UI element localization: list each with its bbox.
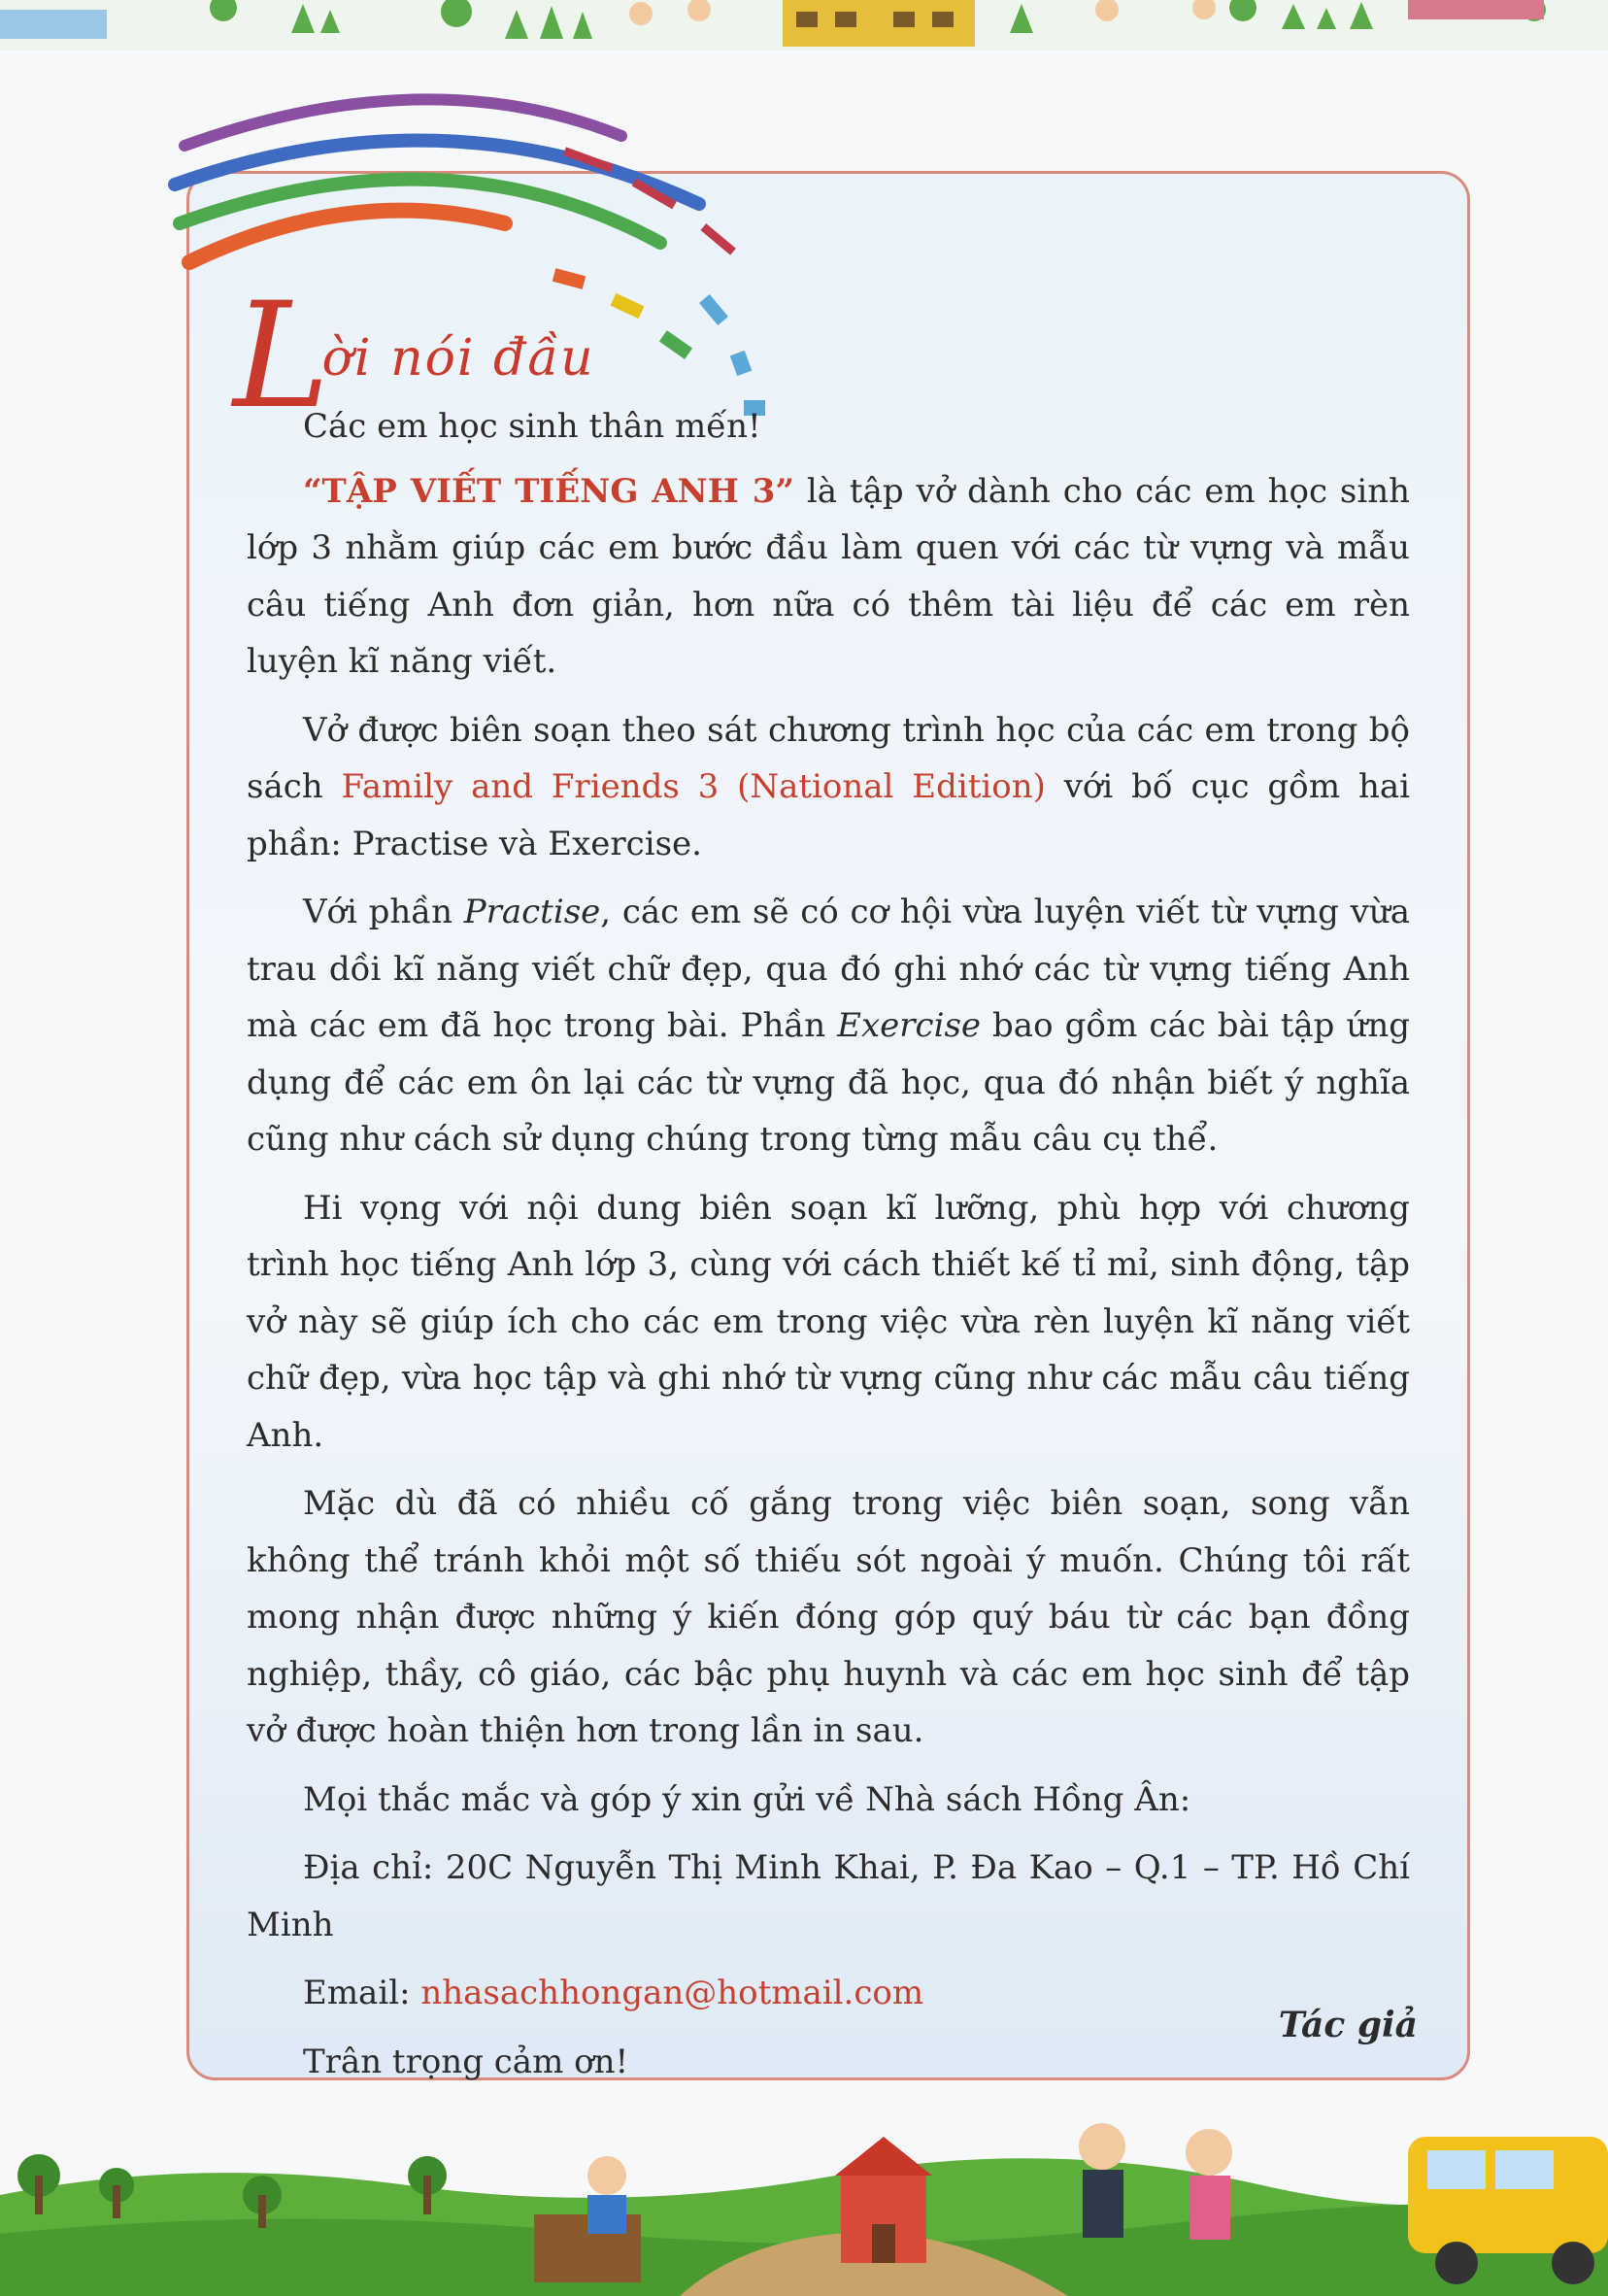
paragraph-1: [247, 463, 1410, 691]
paragraph-5: Mặc dù đã có nhiều cố gắng trong việc biên soạn, song vẫn không thể tránh khỏi một số thiếu sót ngoài ý muốn. Chúng tôi rất mong nhận được những ý kiến đóng góp quý báu từ các bạn đồng nghiệp, thầy, cô giáo, các bậc phụ huynh và các em học sinh để tập vở được hoàn thiện hơn trong lần in sau.: [247, 1484, 1410, 1750]
paragraph-1-text: là tập vở dành cho các em học sinh lớp 3 nhằm giúp các em bước đầu làm quen với các từ vựng và mẫu câu tiếng Anh đơn giản, hơn nữa có thêm tài liệu để các em rèn luyện kĩ năng viết.: [247, 471, 1410, 681]
paragraph-4: Hi vọng với nội dung biên soạn kĩ lưỡng, phù hợp với chương trình học tiếng Anh lớp 3, cùng với cách thiết kế tỉ mỉ, sinh động, tập vở này sẽ giúp ích cho các em trong việc vừa rèn luyện kĩ năng viết chữ đẹp, vừa học tập và ghi nhớ từ vựng cũng như các mẫu câu tiếng Anh.: [247, 1188, 1410, 1455]
paragraph-3-a: Với phần: [303, 893, 464, 931]
greeting: Các em học sinh thân mến!: [303, 407, 761, 446]
title-rest: ời nói đầu: [321, 329, 595, 388]
paragraph-2-after: với bố cục gồm hai phần: Practise và Exercise.: [247, 767, 1410, 863]
practise-term: Practise: [463, 893, 601, 931]
paragraph-2: [247, 702, 1410, 873]
book-title: “TẬP VIẾT TIẾNG ANH 3”: [303, 471, 794, 511]
contact-address: Địa chỉ: 20C Nguyễn Thị Minh Khai, P. Đa Kao – Q.1 – TP. Hồ Chí Minh: [247, 1848, 1410, 1944]
paragraph-3: [247, 884, 1410, 1168]
contact-intro: Mọi thắc mắc và góp ý xin gửi về Nhà sách Hồng Ân:: [303, 1779, 1191, 1819]
title-initial: L: [233, 272, 332, 441]
top-illustration: [0, 0, 1608, 51]
email-link[interactable]: nhasachhongan@hotmail.com: [420, 1974, 924, 2012]
bottom-illustration: [0, 2117, 1608, 2296]
email-label: Email:: [303, 1974, 421, 2012]
exercise-term: Exercise: [837, 1006, 982, 1045]
top-decorative-strip: [0, 0, 1608, 51]
paragraph-3-b: , các em sẽ có cơ hội vừa luyện viết từ vựng vừa trau dồi kĩ năng viết chữ đẹp, qua đó ghi nhớ các từ vựng tiếng Anh mà các em đã học trong bài. Phần: [247, 893, 1410, 1045]
series-name: Family and Friends 3 (National Edition): [341, 767, 1046, 806]
signature: Tác giả: [1278, 2005, 1418, 2045]
preface-body: [247, 398, 1410, 2090]
thanks-line: Trân trọng cảm ơn!: [303, 2042, 629, 2081]
paragraph-3-c: bao gồm các bài tập ứng dụng để các em ôn lại các từ vựng đã học, qua đó nhận biết ý nghĩa cũng như cách sử dụng chúng trong từng mẫu câu cụ thể.: [247, 1006, 1411, 1159]
contact-email-line: [247, 1965, 1410, 2022]
paragraph-2-before: Vở được biên soạn theo sát chương trình học của các em trong bộ sách: [247, 710, 1410, 806]
